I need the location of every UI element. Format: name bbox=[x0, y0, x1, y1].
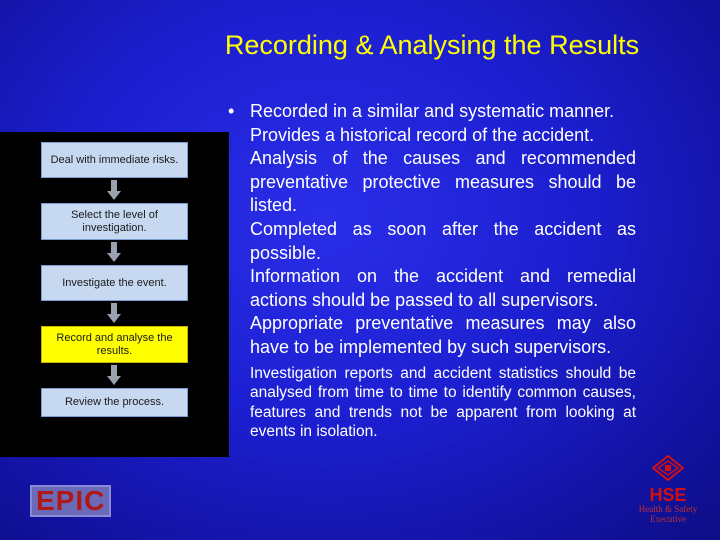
bullet-item bbox=[228, 218, 636, 265]
bullet-text: Information on the accident and remedial actions should be passed to all supervisors. bbox=[250, 266, 636, 310]
investigation-flowchart bbox=[0, 132, 229, 457]
flow-step-select-level bbox=[41, 203, 188, 240]
flow-step-investigate bbox=[41, 265, 188, 301]
bullet-item bbox=[228, 147, 636, 218]
flow-step-deal-with-risks bbox=[41, 142, 188, 178]
bullet-text: Recorded in a similar and systematic manner. bbox=[250, 101, 615, 121]
bullet-item bbox=[228, 312, 636, 359]
bullet-list bbox=[228, 100, 636, 442]
hse-logo-sub-2: Executive bbox=[650, 514, 686, 524]
bullet-text: Completed as soon after the accident as possible. bbox=[250, 218, 636, 263]
flow-step-record-analyse bbox=[41, 326, 188, 363]
flow-step-label: Investigate the event. bbox=[62, 276, 167, 289]
flow-step-label: Deal with immediate risks. bbox=[50, 153, 179, 166]
bullet-text: Appropriate preventative measures may also have to be implemented by such supervisors. bbox=[250, 313, 636, 357]
bullet-item bbox=[228, 100, 636, 124]
bullet-text: Analysis of the causes and recommended preventative protective measures should be listed. bbox=[250, 148, 636, 216]
flow-step-label: Review the process. bbox=[64, 396, 165, 408]
flow-step-review bbox=[41, 388, 188, 417]
bullet-text: Investigation reports and accident statistics should be analysed from time to time to identify common causes, features and trends not be apparent from looking at events in isolation. bbox=[250, 364, 636, 441]
epic-logo: EPIC bbox=[30, 485, 111, 517]
hse-logo bbox=[626, 455, 710, 524]
flow-step-label: Select the level of investigation. bbox=[71, 208, 158, 234]
hse-emblem-icon bbox=[652, 455, 684, 481]
flow-step-label: Record and analyse the results. bbox=[56, 331, 173, 357]
slide-title: Recording & Analysing the Results bbox=[224, 30, 640, 60]
bullet-item bbox=[228, 265, 636, 312]
bullet-text: Provides a historical record of the accident. bbox=[250, 124, 595, 145]
down-arrow-icon bbox=[107, 180, 121, 200]
bullet-dot: • bbox=[228, 101, 235, 121]
down-arrow-icon bbox=[107, 303, 121, 323]
down-arrow-icon bbox=[107, 365, 121, 385]
hse-logo-sub-1: Health & Safety bbox=[638, 504, 698, 514]
down-arrow-icon bbox=[107, 242, 121, 262]
bullet-item bbox=[228, 124, 636, 148]
hse-logo-text: HSE bbox=[649, 485, 687, 505]
bullet-item-small bbox=[228, 364, 636, 442]
